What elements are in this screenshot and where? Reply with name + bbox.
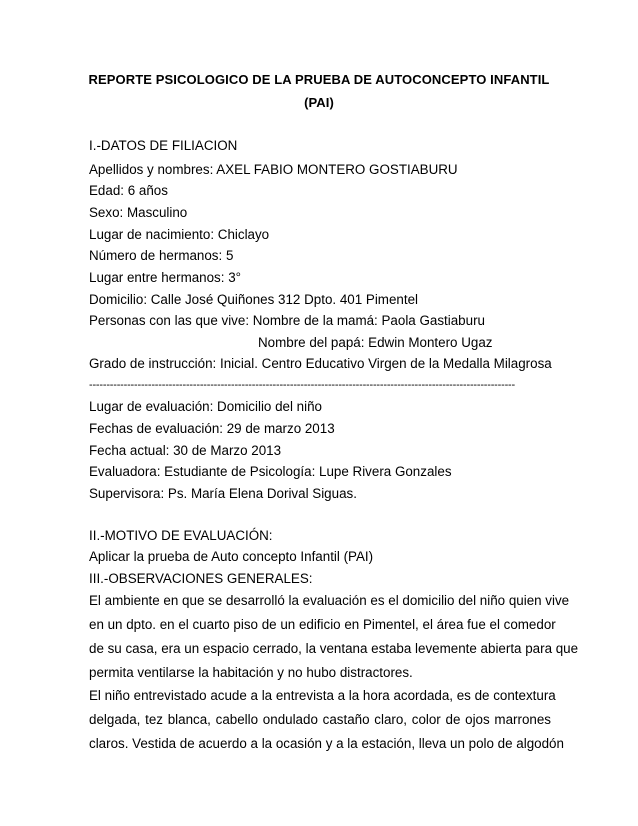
field-apellidos: Apellidos y nombres: AXEL FABIO MONTERO GOSTIABURU xyxy=(89,162,458,177)
paragraph-line: El ambiente en que se desarrolló la evaluación es el domicilio del niño quien vive xyxy=(89,593,570,608)
field-fechas-evaluacion: Fechas de evaluación: 29 de marzo 2013 xyxy=(89,421,335,436)
paragraph-line: de su casa, era un espacio cerrado, la ventana estaba levemente abierta para que xyxy=(89,641,579,656)
section-heading-motivo: II.-MOTIVO DE EVALUACIÓN: xyxy=(89,528,273,543)
field-personas-vive: Personas con las que vive: Nombre de la mamá: Paola Gastiaburu xyxy=(89,313,485,328)
field-lugar-hermanos: Lugar entre hermanos: 3° xyxy=(89,270,241,285)
separator-line: --------------------------------------------------------------------------------------------------------------------------- xyxy=(89,379,515,391)
field-grado-instruccion: Grado de instrucción: Inicial. Centro Educativo Virgen de la Medalla Milagrosa xyxy=(89,356,552,371)
field-nombre-papa: Nombre del papá: Edwin Montero Ugaz xyxy=(258,335,493,350)
paragraph-line: en un dpto. en el cuarto piso de un edificio en Pimentel, el área fue el comedor xyxy=(89,617,556,632)
field-numero-hermanos: Número de hermanos: 5 xyxy=(89,248,234,263)
paragraph-line: delgada, tez blanca, cabello ondulado castaño claro, color de ojos marrones xyxy=(89,712,551,727)
section-heading-filiacion: I.-DATOS DE FILIACION xyxy=(89,138,238,153)
paragraph-line: permita ventilarse la habitación y no hubo distractores. xyxy=(89,665,413,680)
field-supervisora: Supervisora: Ps. María Elena Dorival Siguas. xyxy=(89,486,357,501)
motivo-text: Aplicar la prueba de Auto concepto Infantil (PAI) xyxy=(89,549,374,564)
field-domicilio: Domicilio: Calle José Quiñones 312 Dpto. 401 Pimentel xyxy=(89,292,418,307)
field-evaluadora: Evaluadora: Estudiante de Psicología: Lupe Rivera Gonzales xyxy=(89,464,452,479)
paragraph-line: claros. Vestida de acuerdo a la ocasión y a la estación, lleva un polo de algodón xyxy=(89,736,564,751)
field-lugar-evaluacion: Lugar de evaluación: Domicilio del niño xyxy=(89,399,322,414)
field-sexo: Sexo: Masculino xyxy=(89,205,188,220)
field-fecha-actual: Fecha actual: 30 de Marzo 2013 xyxy=(89,443,282,458)
field-edad: Edad: 6 años xyxy=(89,183,168,198)
report-title-subtitle: (PAI) xyxy=(304,95,334,110)
field-lugar-nacimiento: Lugar de nacimiento: Chiclayo xyxy=(89,227,270,242)
section-heading-observaciones: III.-OBSERVACIONES GENERALES: xyxy=(89,571,313,586)
paragraph-line: El niño entrevistado acude a la entrevista a la hora acordada, es de contextura xyxy=(89,688,556,703)
report-title: REPORTE PSICOLOGICO DE LA PRUEBA DE AUTOCONCEPTO INFANTIL xyxy=(88,72,550,87)
